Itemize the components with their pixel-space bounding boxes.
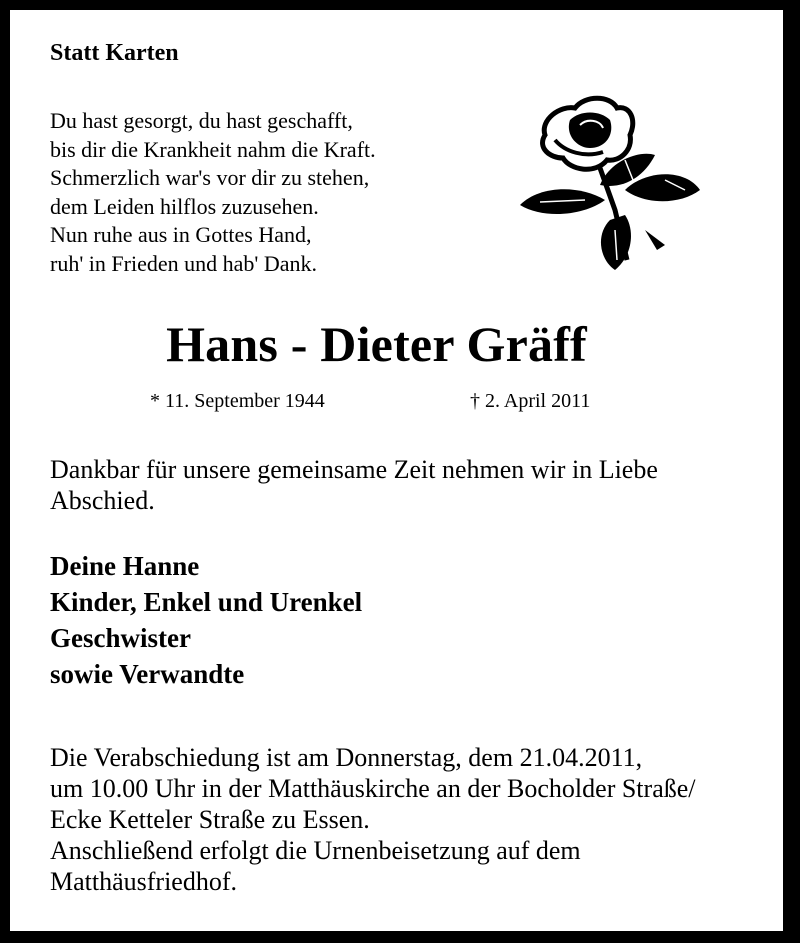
heading: Statt Karten [50, 40, 179, 66]
rose-icon [515, 90, 705, 270]
mourners [50, 548, 362, 692]
poem-line: bis dir die Krankheit nahm die Kraft. [50, 136, 376, 162]
mourner: Deine Hanne [50, 551, 200, 581]
service-line: Anschließend erfolgt die Urnenbeisetzung auf dem [50, 836, 581, 865]
poem [50, 107, 376, 278]
poem-line: dem Leiden hilflos zuzusehen. [50, 193, 319, 219]
service-line: Ecke Ketteler Straße zu Essen. [50, 805, 370, 834]
poem-line: Nun ruhe aus in Gottes Hand, [50, 222, 312, 247]
thanks-text: Dankbar für unsere gemeinsame Zeit nehmen wir in Liebe Abschied. [50, 455, 658, 515]
mourner: Kinder, Enkel und Urenkel [50, 587, 363, 617]
service-line: um 10.00 Uhr in der Matthäuskirche an der Bocholder Straße/ [50, 774, 696, 803]
deceased-name: Hans - Dieter Gräff [166, 316, 587, 372]
poem-line: ruh' in Frieden und hab' Dank. [50, 250, 317, 276]
obituary-notice [10, 10, 783, 931]
service-info [50, 742, 696, 897]
service-line: Die Verabschiedung ist am Donnerstag, dem 21.04.2011, [50, 743, 643, 772]
mourner: Geschwister [50, 623, 191, 653]
service-line: Matthäusfriedhof. [50, 867, 238, 896]
mourner: sowie Verwandte [50, 659, 245, 689]
poem-line: Du hast gesorgt, du hast geschafft, [50, 108, 353, 133]
birth-date: * 11. September 1944 [150, 390, 325, 412]
death-date: † 2. April 2011 [470, 390, 591, 412]
poem-line: Schmerzlich war's vor dir zu stehen, [50, 165, 370, 190]
